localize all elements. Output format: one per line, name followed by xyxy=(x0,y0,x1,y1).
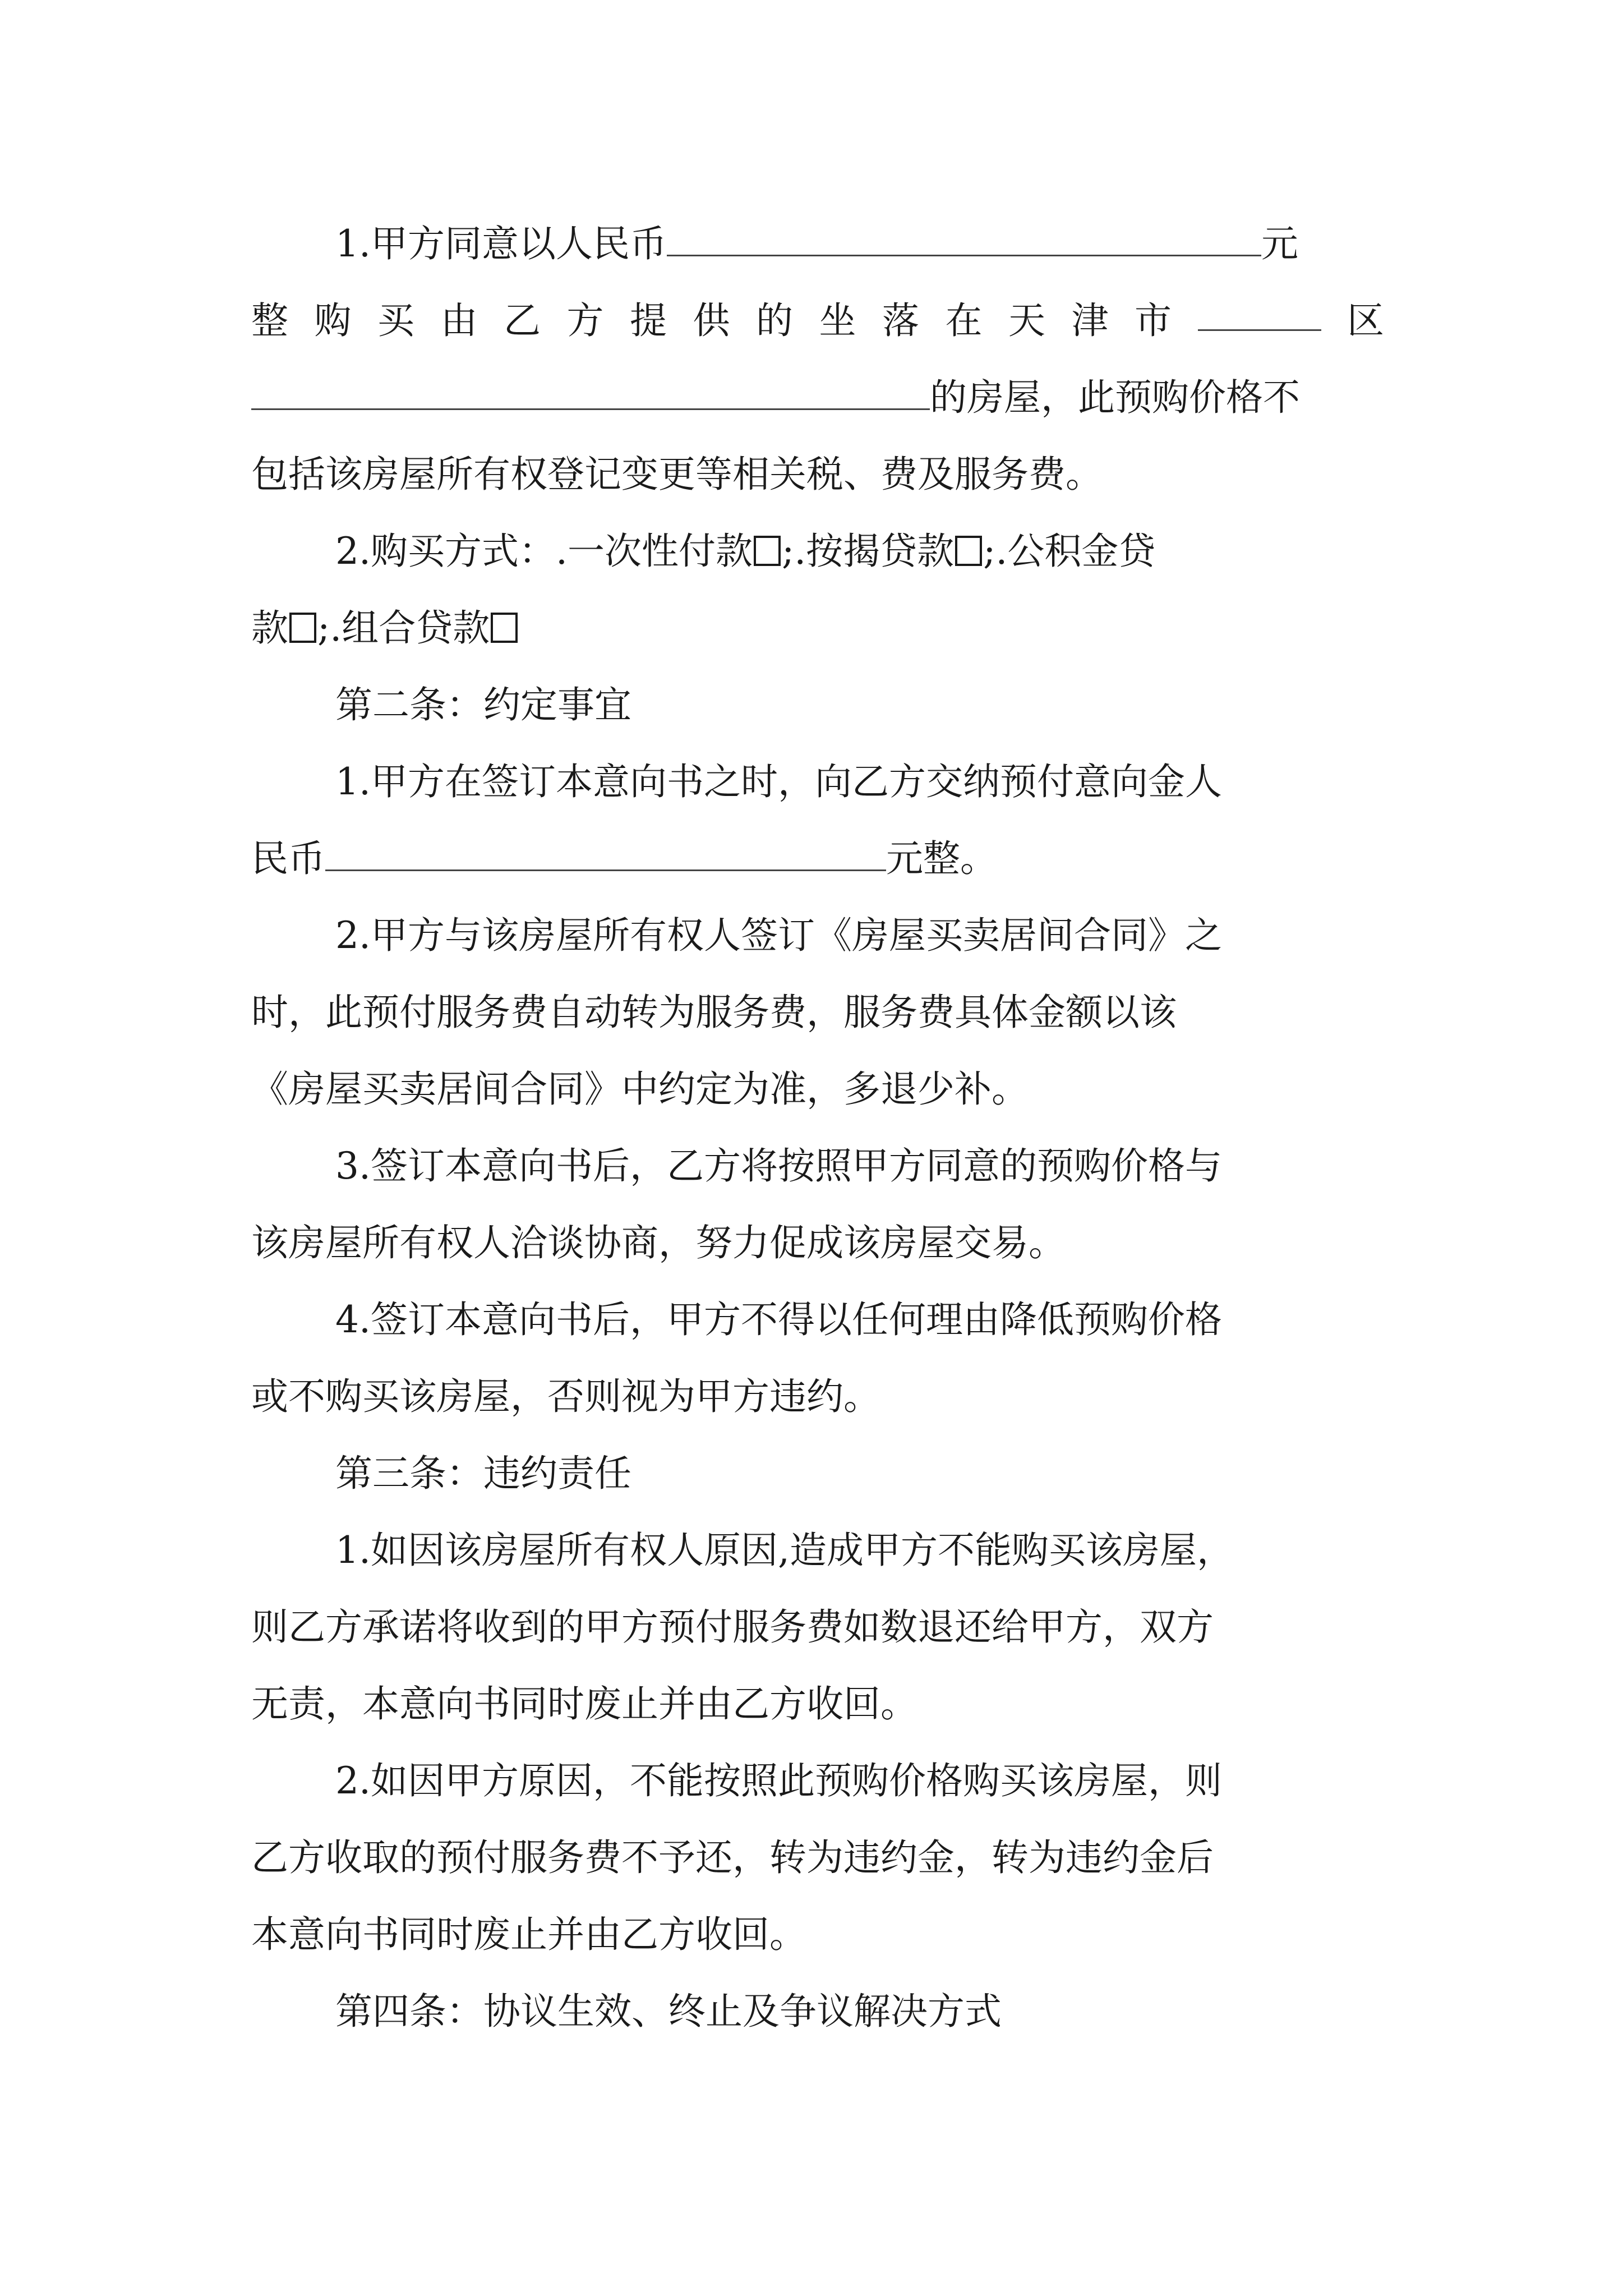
location-char: 买 xyxy=(377,299,414,342)
article2-item3-text-1: 3.签订本意向书后，乙方将按照甲方同意的预购价格与 xyxy=(335,1144,1222,1188)
article2-item2-text-1: 2.甲方与该房屋所有权人签订《房屋买卖居间合同》之 xyxy=(335,914,1222,957)
article3-heading xyxy=(335,1443,631,1504)
location-char: 天 xyxy=(1008,299,1045,342)
price-exclusion-text: 包括该房屋所有权登记变更等相关税、费及服务费。 xyxy=(251,453,1103,496)
payment-method-line-2 xyxy=(251,597,519,659)
article3-item1-text-2: 则乙方承诺将收到的甲方预付服务费如数退还给甲方，双方 xyxy=(251,1605,1214,1649)
address-blank[interactable] xyxy=(251,369,930,410)
article2-item3-text-2: 该房屋所有权人洽谈协商，努力促成该房屋交易。 xyxy=(251,1221,1066,1264)
location-char: 供 xyxy=(693,299,730,342)
location-char: 市 xyxy=(1135,299,1172,342)
combined-loan-label: ;.组合贷款 xyxy=(317,606,490,650)
article2-item2-text-2: 时，此预付服务费自动转为服务费，服务费具体金额以该 xyxy=(251,991,1177,1034)
article3-item2-line3 xyxy=(251,1904,806,1966)
combined-loan-checkbox[interactable] xyxy=(491,613,518,643)
article2-item4-line2 xyxy=(251,1366,880,1428)
purchase-price-label: 1.甲方同意以人民币 xyxy=(335,222,667,265)
price-exclusion-line xyxy=(251,444,1103,505)
deposit-suffix: 元整。 xyxy=(886,837,997,880)
lump-sum-checkbox[interactable] xyxy=(754,536,781,566)
article3-item1-text-3: 无责，本意向书同时废止并由乙方收回。 xyxy=(251,1682,917,1726)
district-label: 区 xyxy=(1347,299,1384,342)
article3-item1-line2 xyxy=(251,1596,1214,1658)
article2-item3-line2 xyxy=(251,1212,1066,1274)
location-char: 由 xyxy=(440,299,478,342)
deposit-amount-blank[interactable] xyxy=(325,830,886,871)
article2-item2-text-3: 《房屋买卖居间合同》中约定为准，多退少补。 xyxy=(251,1068,1029,1111)
article3-item2-text-3: 本意向书同时废止并由乙方收回。 xyxy=(251,1913,806,1956)
article2-heading xyxy=(335,674,631,736)
location-char: 在 xyxy=(945,299,983,342)
rmb-label: 民币 xyxy=(251,837,325,880)
payment-method-label: 2.购买方式：.一次性付款 xyxy=(335,530,753,573)
article3-item2-line2 xyxy=(251,1827,1214,1889)
article2-item1-line2 xyxy=(251,828,997,890)
provident-fund-label-end: 款 xyxy=(251,606,288,650)
location-char: 的 xyxy=(756,299,793,342)
article4-heading xyxy=(335,1981,1002,2042)
purchase-price-line xyxy=(335,213,1298,275)
location-char: 坐 xyxy=(819,299,856,342)
provident-fund-checkbox[interactable] xyxy=(289,613,316,643)
location-char: 购 xyxy=(314,299,352,342)
article3-item1-text-1: 1.如因该房屋所有权人原因,造成甲方不能购买该房屋， xyxy=(335,1529,1234,1572)
property-location-line xyxy=(251,290,1384,352)
article2-item4-line1 xyxy=(335,1289,1222,1351)
article2-heading-text: 第二条：约定事宜 xyxy=(335,683,631,726)
price-blank[interactable] xyxy=(667,215,1261,256)
article3-item2-line1 xyxy=(335,1750,1222,1812)
article2-item4-text-1: 4.签订本意向书后，甲方不得以任何理由降低预购价格 xyxy=(335,1298,1222,1341)
deposit-text: 1.甲方在签订本意向书之时，向乙方交纳预付意向金人 xyxy=(335,760,1222,803)
district-blank[interactable] xyxy=(1198,290,1321,331)
article2-item2-line2 xyxy=(251,982,1177,1043)
article2-item2-line1 xyxy=(335,905,1222,967)
article3-item1-line3 xyxy=(251,1673,917,1735)
location-char: 提 xyxy=(630,299,667,342)
property-address-line xyxy=(251,367,1300,429)
article3-item2-text-2: 乙方收取的预付服务费不予还，转为违约金，转为违约金后 xyxy=(251,1836,1214,1879)
address-suffix: 的房屋，此预购价格不 xyxy=(930,376,1300,419)
article2-item3-line1 xyxy=(335,1135,1222,1197)
article2-item2-line3 xyxy=(251,1059,1029,1120)
article3-item2-text-1: 2.如因甲方原因，不能按照此预购价格购买该房屋，则 xyxy=(335,1759,1222,1802)
article2-item4-text-2: 或不购买该房屋，否则视为甲方违约。 xyxy=(251,1375,880,1418)
location-char: 落 xyxy=(882,299,919,342)
provident-fund-label: ;.公积金贷 xyxy=(983,530,1156,573)
article4-heading-text: 第四条：协议生效、终止及争议解决方式 xyxy=(335,1990,1002,2033)
article3-item1-line1 xyxy=(335,1520,1234,1581)
mortgage-label: ;.按揭贷款 xyxy=(781,530,955,573)
location-char: 乙 xyxy=(504,299,541,342)
yuan-label: 元 xyxy=(1261,222,1298,265)
mortgage-checkbox[interactable] xyxy=(955,536,982,566)
article2-item1-line1 xyxy=(335,751,1222,813)
article3-heading-text: 第三条：违约责任 xyxy=(335,1452,631,1495)
location-char: 津 xyxy=(1071,299,1109,342)
location-char: 方 xyxy=(566,299,604,342)
location-char: 整 xyxy=(251,299,288,342)
payment-method-line xyxy=(335,521,1155,582)
